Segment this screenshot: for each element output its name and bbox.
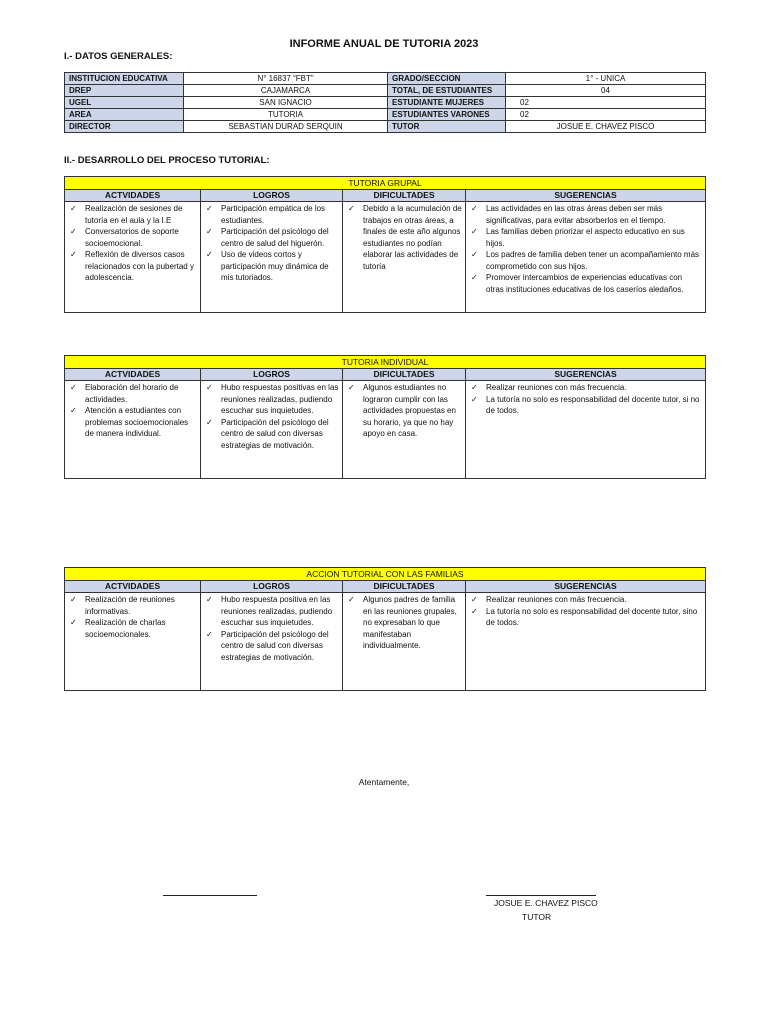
checklist-item: ✓ Algunos padres de familia en las reuniones grupales, no expresaban lo que manifestaban individualmente. [346,594,462,652]
suggestions-cell [466,202,706,313]
checklist-item: ✓ Reflexión de diversos casos relacionados con la pubertad y adolescencia. [68,249,197,284]
checklist-item: ✓ Participación del psicólogo del centro de salud con diversas estrategias de motivación. [204,629,339,664]
general-value: SAN IGNACIO [184,97,388,109]
checklist-item: ✓ Participación empática de los estudiantes. [204,203,339,226]
general-label: INSTITUCION EDUCATIVA [65,73,184,85]
difficulties-cell [343,381,466,479]
general-data-row [65,85,706,97]
difficulties-cell [343,593,466,691]
suggestions-header: SUGERENCIAS [466,369,706,381]
checklist-item: ✓ Participación del psicólogo del centro de salud con diversas estrategias de motivación. [204,417,339,452]
signature-role: TUTOR [522,912,552,922]
report-title: INFORME ANUAL DE TUTORIA 2023 [289,38,479,50]
general-data-row [65,109,706,121]
general-value: 04 [506,85,706,97]
general-value: 02 [506,109,706,121]
general-value: 1° - UNICA [506,73,706,85]
suggestions-cell [466,593,706,691]
achievements-header: LOGROS [201,369,343,381]
general-label: ESTUDIANTE MUJERES [388,97,506,109]
activities-cell [65,381,201,479]
difficulties-header: DIFICULTADES [343,190,466,202]
checklist-item: ✓ Realizar reuniones con más frecuencia. [469,594,702,606]
checklist-item: ✓ Las actividades en las otras áreas deben ser más significativas, para evitar absorberlos en el tiempo. [469,203,702,226]
signature-name: JOSUE E. CHAVEZ PISCO [494,898,598,908]
individual-title: TUTORIA INDIVIDUAL [65,356,706,369]
checklist-item: ✓ Hubo respuesta positiva en las reuniones realizadas, pudiendo escuchar sus inquietudes. [204,594,339,629]
individual-tutoring-table [64,355,706,479]
checklist-item: ✓ Promover intercambios de experiencias educativas con otras instituciones educativas de los caseríos aledaños. [469,272,702,295]
activities-header: ACTVIDADES [65,369,201,381]
checklist-item: ✓ Uso de videos cortos y participación muy dinámica de mis tutoriados. [204,249,339,284]
checklist-item: ✓ La tutoría no solo es responsabilidad del docente tutor, si no de todos. [469,394,702,417]
checklist-item: ✓ La tutoría no solo es responsabilidad del docente tutor, sino de todos. [469,606,702,629]
general-label: TUTOR [388,121,506,133]
checklist-item: ✓ Realizar reuniones con más frecuencia. [469,382,702,394]
familias-title: ACCION TUTORIAL CON LAS FAMILIAS [65,568,706,581]
general-label: GRADO/SECCION [388,73,506,85]
general-label: DREP [65,85,184,97]
achievements-cell [201,381,343,479]
general-label: TOTAL, DE ESTUDIANTES [388,85,506,97]
family-tutoring-table [64,567,706,691]
checklist-item: ✓ Algunos estudiantes no lograron cumplir con las actividades propuestas en su horario, ya que no hay apoyo en casa. [346,382,462,440]
general-data-row [65,97,706,109]
activities-cell [65,593,201,691]
general-label: DIRECTOR [65,121,184,133]
section-general-data-heading: I.- DATOS GENERALES: [64,51,173,62]
achievements-header: LOGROS [201,581,343,593]
general-value: SEBASTIAN DURAD SERQUIN [184,121,388,133]
general-value: CAJAMARCA [184,85,388,97]
checklist-item: ✓ Realización de reuniones informativas. [68,594,197,617]
left-signature-line [163,895,257,896]
suggestions-header: SUGERENCIAS [466,190,706,202]
general-value: 02 [506,97,706,109]
achievements-header: LOGROS [201,190,343,202]
general-value: JOSUE E. CHAVEZ PISCO [506,121,706,133]
grupal-title: TUTORIA GRUPAL [65,177,706,190]
checklist-item: ✓ Las familias deben priorizar el aspecto educativo en sus hijos. [469,226,702,249]
activities-cell [65,202,201,313]
checklist-item: ✓ Realización de sesiones de tutoría en el aula y la I.E [68,203,197,226]
checklist-item: ✓ Atención a estudiantes con problemas socioemocionales de manera individual. [68,405,197,440]
section-tutorial-process-heading: II.- DESARROLLO DEL PROCESO TUTORIAL: [64,155,270,166]
checklist-item: ✓ Participación del psicólogo del centro de salud del higuerón. [204,226,339,249]
difficulties-cell [343,202,466,313]
achievements-cell [201,202,343,313]
general-data-row [65,73,706,85]
checklist-item: ✓ Los padres de familia deben tener un acompañamiento más comprometido con sus hijos. [469,249,702,272]
general-label: AREA [65,109,184,121]
achievements-cell [201,593,343,691]
difficulties-header: DIFICULTADES [343,369,466,381]
checklist-item: ✓ Realización de charlas socioemocionales. [68,617,197,640]
grupal-tutoring-table [64,176,706,313]
checklist-item: ✓ Debido a la acumulación de trabajos en otras áreas, a finales de este año algunos estudiantes no podían elaborar las actividades de tutoría [346,203,462,272]
checklist-item: ✓ Elaboración del horario de actividades. [68,382,197,405]
activities-header: ACTVIDADES [65,581,201,593]
general-label: UGEL [65,97,184,109]
closing-text: Atentamente, [358,777,410,787]
tutor-signature-line [486,895,596,896]
suggestions-header: SUGERENCIAS [466,581,706,593]
difficulties-header: DIFICULTADES [343,581,466,593]
general-label: ESTUDIANTES VARONES [388,109,506,121]
activities-header: ACTVIDADES [65,190,201,202]
general-data-table [64,72,706,133]
general-data-row [65,121,706,133]
general-value: N° 16837 “FBT” [184,73,388,85]
checklist-item: ✓ Hubo respuestas positivas en las reuniones realizadas, pudiendo escuchar sus inquietudes. [204,382,339,417]
checklist-item: ✓ Conversatorios de soporte socioemocional. [68,226,197,249]
general-value: TUTORIA [184,109,388,121]
suggestions-cell [466,381,706,479]
